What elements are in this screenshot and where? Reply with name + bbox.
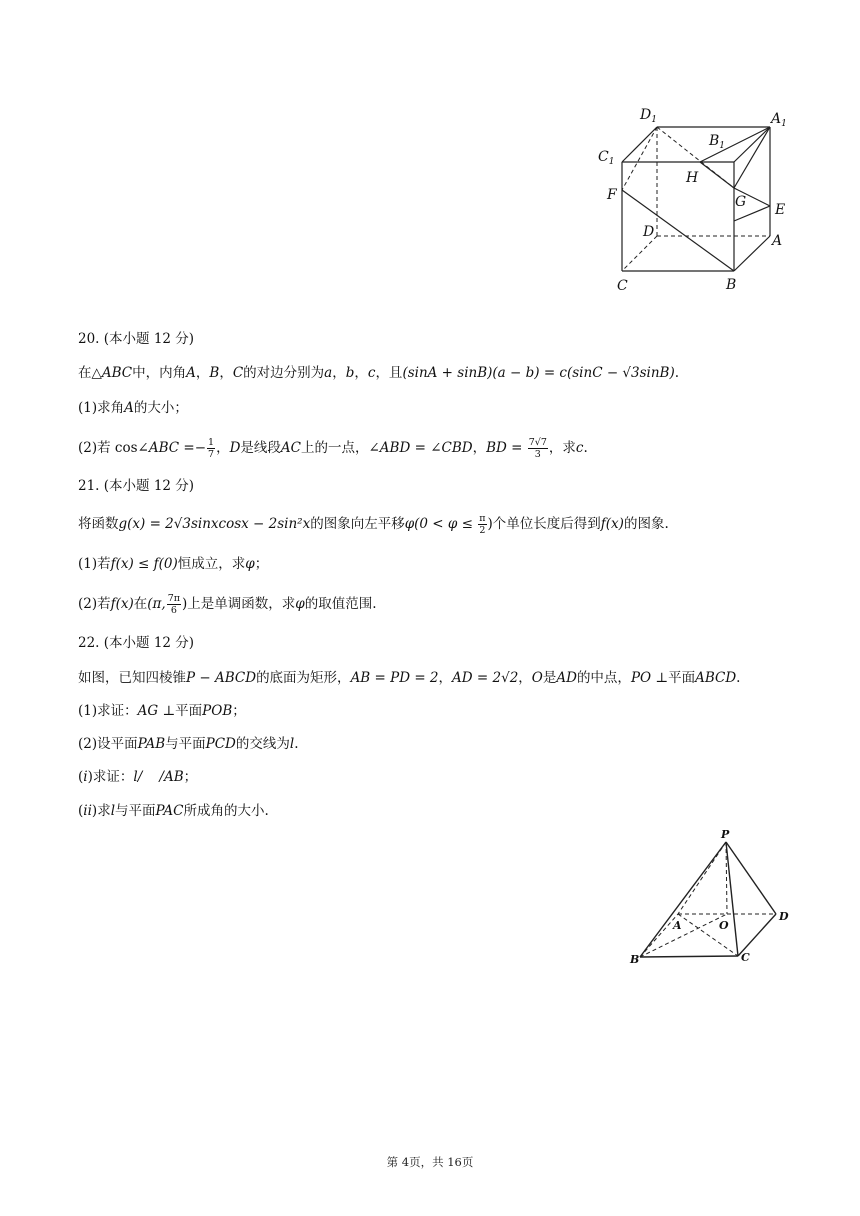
problem-20-q1: (1)求角A的大小； [78,400,188,416]
label-c1: $C_1$ [598,149,615,167]
label-b: B [726,277,737,293]
problem-21-q2: (2)若f(x)在(π, $\frac{7\pi}{6}$ )上是单调函数，求φ的取值范围. [78,593,377,616]
label-c: C [741,951,750,964]
problem-20-stem: 在△ABC中，内角A，B，C的对边分别为a，b，c，且(sinA + sinB)(a − b) = c(sinC − √3sinB). [78,365,680,381]
problem-21-q1: (1)若f(x) ≤ f(0)恒成立，求φ； [78,556,269,572]
fraction: $\frac{7√7}{3}$ [528,437,547,460]
fraction: $\frac{\pi}{2}$ [479,513,486,536]
label-h: H [686,170,699,186]
problem-20-header: 20. (本小题 12 分) [78,331,195,347]
label-d: D [643,224,655,240]
label-o: O [719,919,729,932]
problem-22-header: 22. (本小题 12 分) [78,635,195,651]
label-g: G [735,194,747,210]
problem-22-qii: (ii)求l与平面PAC所成角的大小. [78,803,269,819]
label-a: A [673,919,682,932]
problem-22-q2: (2)设平面PAB与平面PCD的交线为l. [78,736,299,752]
pyramid-figure [620,822,800,972]
page-footer: 第 4页，共 16页 [386,1155,474,1169]
problem-22-qi: (i)求证：l/ /AB； [78,769,198,785]
label-p: P [721,828,730,841]
fraction: $\frac{7\pi}{6}$ [167,593,181,616]
label-b1: $B_1$ [709,133,726,151]
label-e: E [775,202,786,218]
label-d: D [779,910,789,923]
fraction: $\frac{1}{7}$ [208,437,215,460]
problem-20-q2: (2)若 cos∠ABC =− $\frac{1}{7}$ ，D是线段AC上的一点，∠ABD = ∠CBD，BD = $\frac{7√7}{3}$ ，求c. [78,437,588,460]
label-c: C [617,278,628,294]
problem-22-q1: (1)求证：AG ⊥平面POB； [78,703,246,719]
label-b: B [630,953,640,966]
label-a: A [772,233,783,249]
cube-figure [590,100,800,300]
problem-22-stem: 如图，已知四棱锥P − ABCD的底面为矩形，AB = PD = 2，AD = 2√2，O是AD的中点，PO ⊥平面ABCD. [78,670,741,686]
label-a1: $A_1$ [771,111,787,129]
problem-21-header: 21. (本小题 12 分) [78,478,195,494]
label-d1: $D_1$ [640,107,657,125]
label-f: F [607,187,617,203]
problem-21-stem: 将函数g(x) = 2√3sinxcosx − 2sin²x的图象向左平移φ(0 < φ ≤ $\frac{\pi}{2}$ )个单位长度后得到f(x)的图象. [78,513,669,536]
